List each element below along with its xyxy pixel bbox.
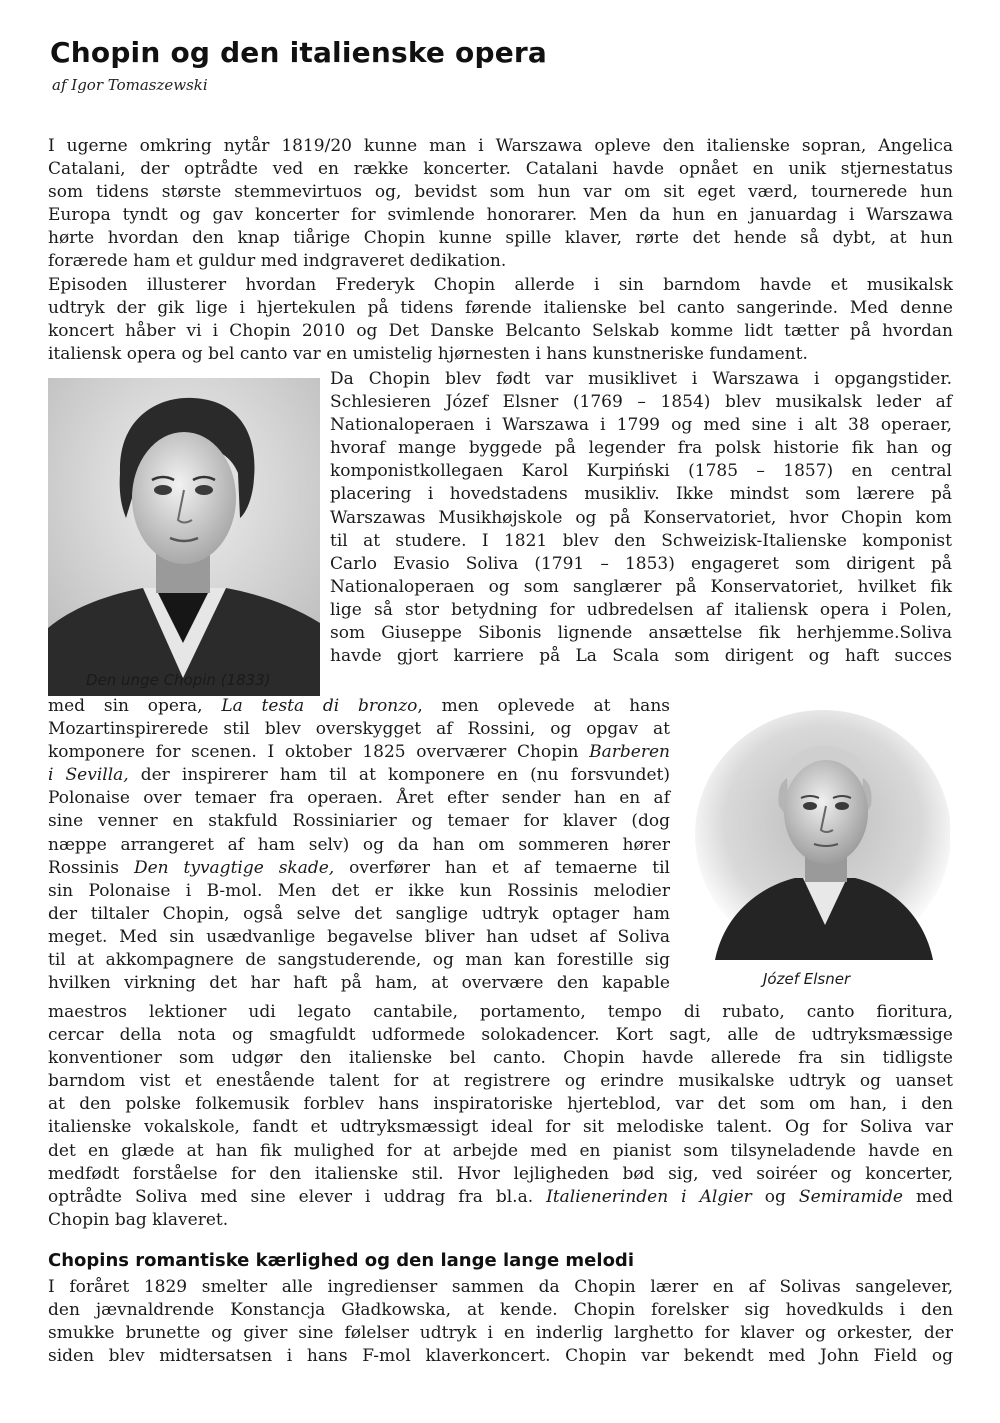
section1-full-width [48,1001,953,1232]
chopin-portrait-caption: Den unge Chopin (1833) [86,671,271,689]
section2-text [48,1276,953,1368]
text-line: hvoraf mange byggede på legender fra polsk historie fik han og [330,438,952,459]
text-line: optrådte Soliva med sine elever i uddrag fra bl.a. Italienerinden i Algier og Semiramide med [48,1186,954,1207]
intro-text [48,135,953,366]
text-line: smukke brunette og giver sine følelser udtryk i en inderlig larghetto for klaver og orkester, der [48,1323,953,1344]
text-line: Nationaloperaen i Warszawa i 1799 og med sine i alt 38 operaer, [330,415,952,436]
text-line: komponistkollegaen Karol Kurpiński (1785 – 1857) en central [330,461,952,482]
text-line: lige så stor betydning for udbredelsen af italiensk opera i Polen, [330,599,952,620]
text-line: næppe arrangeret af ham selv) og da han om sommeren hører [48,834,670,855]
text-line: hørte hvordan den knap tiårige Chopin kunne spille klaver, rørte det hende så dybt, at hun [48,228,953,249]
text-line: hvilken virkning det har haft på ham, at overvære den kapable [48,973,670,994]
text-line: til at akkompagnere de sangstuderende, og man kan forestille sig [48,950,670,971]
text-line: meget. Med sin usædvanlige begavelse bliver han udset af Soliva [48,926,670,947]
text-line: Rossinis Den tyvagtige skade, overfører han et af temaerne til [48,857,670,878]
text-line: havde gjort karriere på La Scala som dirigent og haft succes [330,646,952,667]
text-line: konventioner som udgør den italienske bel canto. Chopin havde allerede fra sin tidligste [48,1048,953,1069]
opera-title: La testa di bronzo [221,696,418,716]
text-line: komponere for scenen. I oktober 1825 overværer Chopin Barberen [48,742,670,763]
text-line: Da Chopin blev født var musiklivet i Warszawa i opgangstider. [330,369,952,389]
text-line: der tiltaler Chopin, også selve det sanglige udtryk optager ham [48,903,670,924]
text-line: som tidens største stemmevirtuos og, bevidst som hun var om sit eget værd, tournerede hun [48,182,953,203]
section1-left-column [48,695,670,995]
opera-title: Den tyvagtige skade, [133,857,335,878]
section-heading: Chopins romantiske kærlighed og den lange lange melodi [48,1250,634,1271]
text-line: cercar della nota og smagfuldt udformede solokadencer. Kort sagt, alle de udtryksmæssige [48,1025,953,1046]
chopin-portrait-illustration [48,378,320,696]
text-line: I ugerne omkring nytår 1819/20 kunne man i Warszawa opleve den italienske sopran, Angelica [48,136,953,156]
text-line: koncert håber vi i Chopin 2010 og Det Danske Belcanto Selskab komme lidt tætter på hvordan [48,320,953,341]
text-line: Warszawas Musikhøjskole og på Konservatoriet, hvor Chopin kom [330,507,952,528]
text-line: som Giuseppe Sibonis lignende ansættelse fik herhjemme.Soliva [330,623,952,644]
opera-title: Barberen [589,742,670,763]
article-title: Chopin og den italienske opera [50,36,548,69]
text-line: Episoden illusterer hvordan Frederyk Chopin allerde i sin barndom havde et musikalsk [48,274,953,295]
text-line: udtryk der gik lige i hjertekulen på tidens førende italienske bel canto sangerinde. Med denne [48,297,953,318]
article-byline: af Igor Tomaszewski [52,76,208,94]
chopin-portrait [48,378,320,696]
text-line: placering i hovedstadens musikliv. Ikke mindst som lærere på [330,484,952,505]
text-line: Mozartinspirerede stil blev overskygget af Rossini, og opgav at [48,719,670,740]
text-line: at den polske folkemusik forblev hans inspiratoriske hjerteblod, var det som om han, i den [48,1094,953,1115]
text-line: maestros lektioner udi legato cantabile, portamento, tempo di rubato, canto fioritura, [48,1002,953,1022]
text-line: den jævnaldrende Konstancja Gładkowska, at kende. Chopin forelsker sig hovedkulds i den [48,1300,953,1321]
text-line: i Sevilla, der inspirerer ham til at komponere en (nu forsvundet) [48,765,670,786]
elsner-portrait-caption: Józef Elsner [763,970,851,988]
text-line: Catalani, der optrådte ved en række koncerter. Catalani havde opnået en unik stjernestatus [48,159,953,180]
text-line: medfødt forståelse for den italienske stil. Hvor lejligheden bød sig, ved soiréer og koncerter, [48,1163,953,1184]
elsner-portrait [695,710,950,960]
section1-right-column [330,368,952,668]
text-line: Nationaloperaen og som sanglærer på Konservatoriet, hvilket fik [330,576,952,597]
text-line: Polonaise over temaer fra operaen. Året efter sender han en af [48,788,670,809]
elsner-portrait-illustration [695,710,950,960]
text-line: sine venner en stakfuld Rossiniarier og temaer for klaver (dog [48,811,670,832]
text-line: italiensk opera og bel canto var en umistelig hjørnesten i hans kunstneriske fundament. [48,343,808,364]
text-line: italienske vokalskole, fandt et udtryksmæssigt ideal for sit melodiske talent. Og for Soliva var [48,1117,953,1138]
text-line: Carlo Evasio Soliva (1791 – 1853) engageret som dirigent på [330,553,952,574]
text-line: forærede ham et guldur med indgraveret dedikation. [48,251,507,272]
opera-title: i Sevilla, [48,765,129,786]
opera-title: Italienerinden i Algier [546,1186,752,1207]
text-line: barndom vist et enestående talent for at registrere og erindre musikalske udtryk og uanset [48,1071,953,1092]
text-line: I foråret 1829 smelter alle ingredienser sammen da Chopin lærer en af Solivas sangelever, [48,1277,953,1297]
text-line: Chopin bag klaveret. [48,1209,229,1230]
opera-title: Semiramide [798,1186,903,1207]
text-line: det en glæde at han fik mulighed for at arbejde med en pianist som tilsyneladende havde en [48,1140,953,1161]
text-line: med sin opera, La testa di bronzo, men oplevede at hans [48,696,670,716]
text-line: sin Polonaise i B-mol. Men det er ikke kun Rossinis melodier [48,880,670,901]
text-line: Schlesieren Józef Elsner (1769 – 1854) blev musikalsk leder af [330,392,952,413]
text-line: til at studere. I 1821 blev den Schweizisk-Italienske komponist [330,530,952,551]
text-line: siden blev midtersatsen i hans F-mol klaverkoncert. Chopin var bekendt med John Field og [48,1346,953,1367]
text-line: Europa tyndt og gav koncerter for svimlende honorarer. Men da hun en januardag i Warszawa [48,205,953,226]
